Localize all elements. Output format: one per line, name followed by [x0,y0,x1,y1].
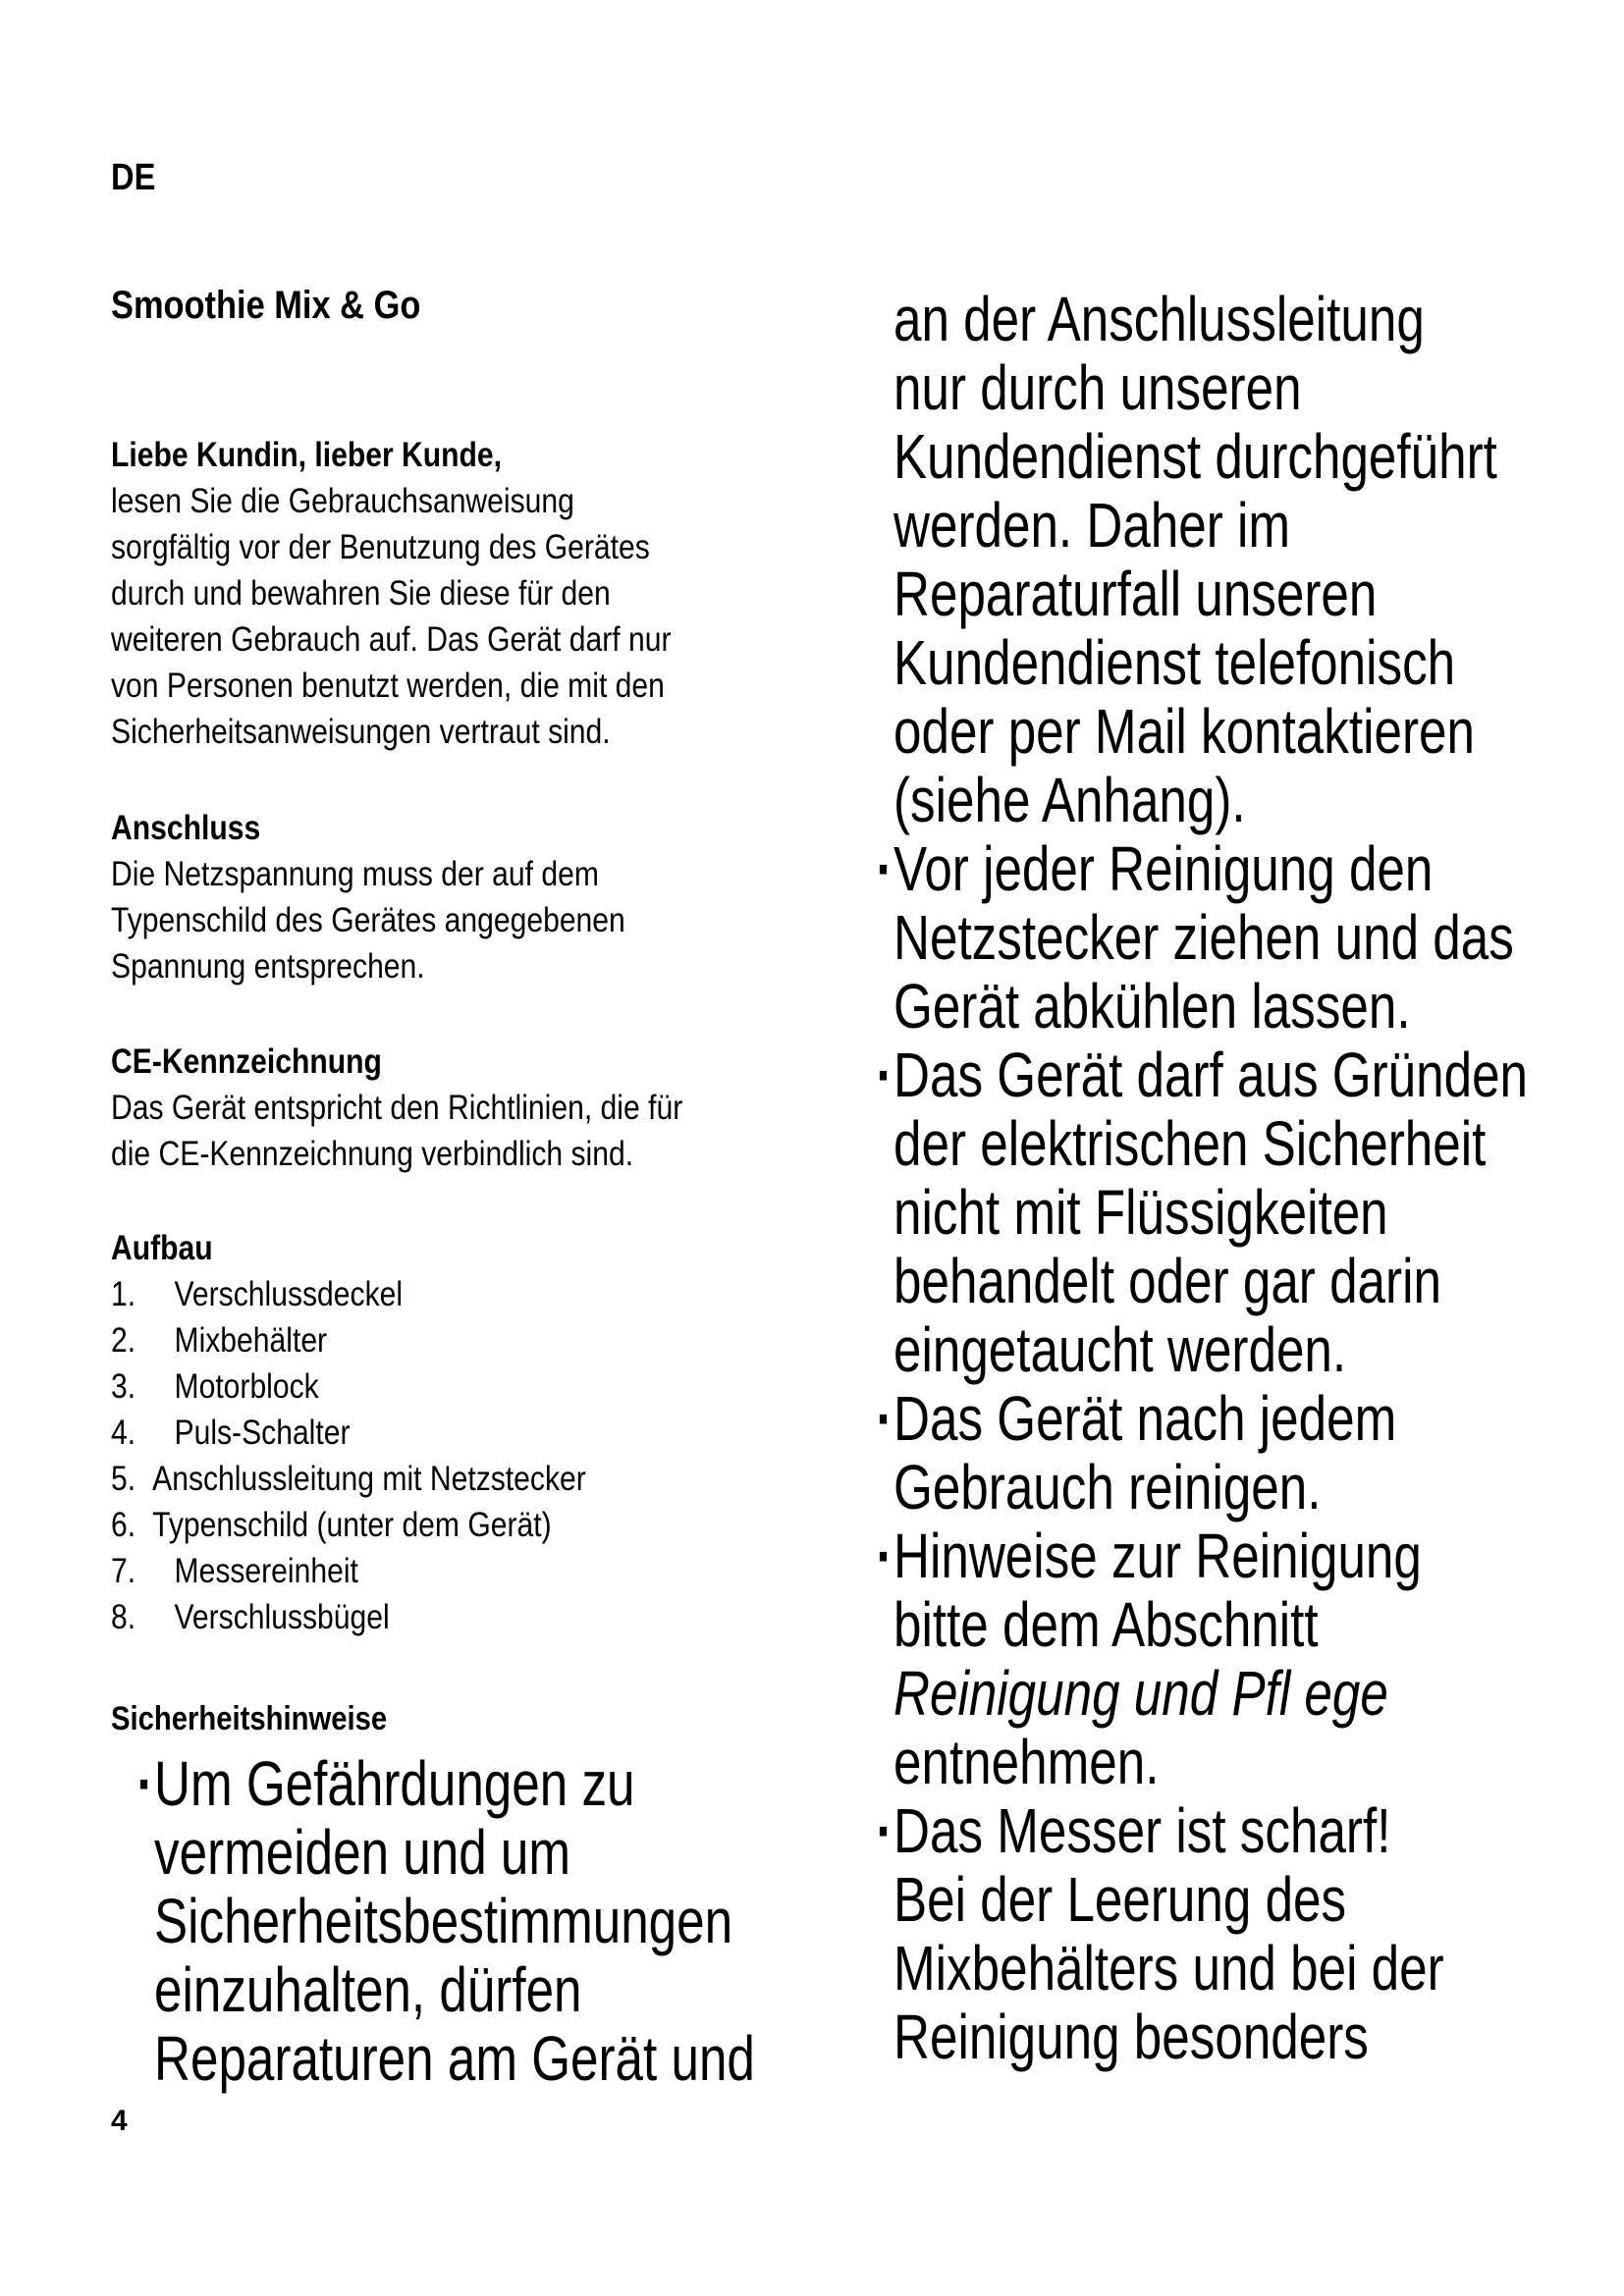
safety-line: behandelt oder gar darin [893,1246,1441,1316]
safety-line: nicht mit Flüssigkeiten [893,1177,1388,1248]
bullet-icon: · [876,1040,893,1110]
anschluss-heading: Anschluss [111,809,261,847]
safety-line: Mixbehälters und bei der [893,1933,1444,2003]
safety-line: ·Das Gerät nach jedem [876,1383,1397,1454]
safety-line: Kundendienst telefonisch [893,627,1456,698]
safety-line: ·Das Gerät darf aus Gründen [876,1040,1529,1110]
ce-heading: CE-Kennzeichnung [111,1042,382,1081]
list-item: 8. Verschlussbügel [111,1598,390,1636]
safety-line: an der Anschlussleitung [893,284,1425,354]
safety-line: eingetaucht werden. [893,1314,1347,1385]
safety-line: ·Hinweise zur Reinigung [876,1521,1422,1591]
safety-line: werden. Daher im [893,490,1291,561]
safety-heading: Sicherheitshinweise [111,1700,388,1737]
list-item: 3. Motorblock [111,1367,319,1406]
ce-section [111,1039,682,1177]
safety-line: ·Um Gefährdungen zu [136,1748,635,1819]
bullet-icon: · [876,1383,893,1454]
page-number: 4 [111,2105,128,2137]
ce-line: Das Gerät entspricht den Richtlinien, die für [111,1089,683,1127]
ce-line: die CE-Kennzeichnung verbindlich sind. [111,1135,634,1173]
safety-line: Kundendienst durchgeführt [893,421,1497,492]
anschluss-line: Spannung entsprechen. [111,947,425,986]
aufbau-heading: Aufbau [111,1229,213,1267]
list-item: 5. Anschlussleitung mit Netzstecker [111,1460,586,1498]
safety-line: (siehe Anhang). [893,765,1246,835]
intro-heading: Liebe Kundin, lieber Kunde, [111,436,503,474]
list-item: 4. Puls-Schalter [111,1414,351,1452]
safety-line: oder per Mail kontaktieren [893,696,1475,767]
bullet-icon: · [876,833,893,904]
anschluss-line: Die Netzspannung muss der auf dem [111,855,599,893]
list-item: 7. Messereinheit [111,1552,358,1590]
safety-line-italic: Reinigung und Pfl ege [893,1658,1388,1729]
intro-line: lesen Sie die Gebrauchsanweisung [111,482,574,520]
list-item: 1. Verschlussdeckel [111,1275,404,1313]
safety-line: Reparaturfall unseren [893,559,1378,629]
safety-line: entnehmen. [893,1727,1160,1797]
product-title: Smoothie Mix & Go [111,284,421,327]
safety-left-column [136,1748,755,2094]
safety-line: Sicherheitsbestimmungen [154,1886,733,1956]
safety-right-column [876,284,1529,2072]
intro-line: Sicherheitsanweisungen vertraut sind. [111,713,611,751]
safety-line: einzuhalten, dürfen [154,1954,582,2025]
safety-line: bitte dem Abschnitt [893,1589,1319,1660]
safety-line: Bei der Leerung des [893,1864,1347,1935]
bullet-icon: · [876,1795,893,1866]
safety-line: Reinigung besonders [893,2002,1369,2072]
list-item: 6. Typenschild (unter dem Gerät) [111,1506,552,1544]
safety-section [111,1696,387,1742]
anschluss-section [111,805,625,989]
safety-line: ·Vor jeder Reinigung den [876,833,1434,904]
intro-line: von Personen benutzt werden, die mit den [111,667,665,705]
list-item: 2. Mixbehälter [111,1321,328,1360]
bullet-icon: · [136,1748,154,1819]
intro-line: durch und bewahren Sie diese für den [111,574,611,613]
safety-line: Netzstecker ziehen und das [893,902,1514,973]
safety-line: vermeiden und um [154,1817,571,1888]
safety-line: Gebrauch reinigen. [893,1452,1322,1522]
aufbau-section [111,1225,586,1640]
intro-section [111,432,672,755]
anschluss-line: Typenschild des Gerätes angegebenen [111,901,625,939]
safety-line: Gerät abkühlen lassen. [893,971,1411,1041]
safety-line: nur durch unseren [893,352,1302,423]
safety-line: ·Das Messer ist scharf! [876,1795,1391,1866]
language-label: DE [111,157,156,198]
safety-line: Reparaturen am Gerät und [154,2023,755,2094]
intro-line: sorgfältig vor der Benutzung des Gerätes [111,528,650,566]
safety-line: der elektrischen Sicherheit [893,1108,1487,1179]
bullet-icon: · [876,1521,893,1591]
intro-line: weiteren Gebrauch auf. Das Gerät darf nur [111,620,672,659]
